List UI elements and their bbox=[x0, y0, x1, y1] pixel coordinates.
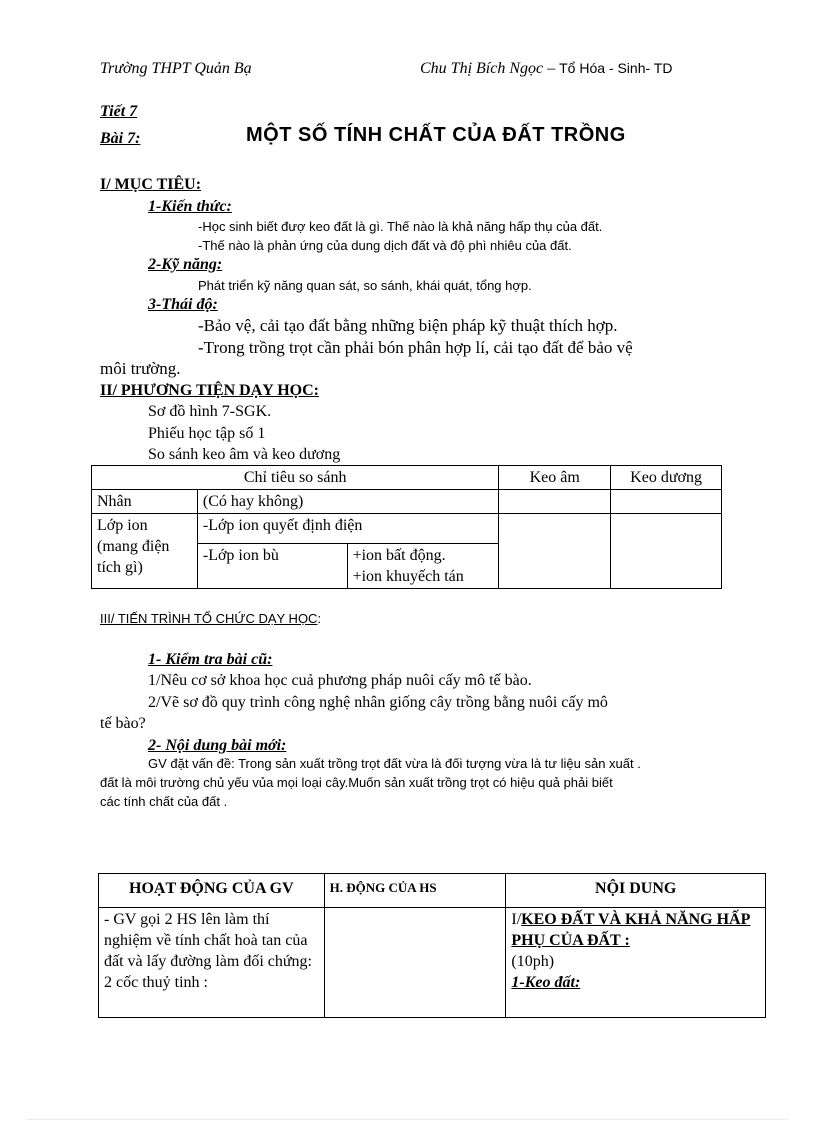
table-row bbox=[92, 514, 722, 544]
content-heading-text: KEO ĐẤT VÀ KHẢ NĂNG HẤP PHỤ CỦA ĐẤT : bbox=[511, 911, 751, 949]
intro-line-1: GV đặt vấn đề: Trong sản xuất trồng trọt đất vừa là đối tượng vừa là tư liệu sản xuất . bbox=[148, 756, 641, 771]
question-2: 2/Vẽ sơ đồ quy trình công nghệ nhân giống cây trồng bằng nuôi cấy mô bbox=[148, 694, 608, 711]
means-item-3: So sánh keo âm và keo dương bbox=[148, 446, 341, 463]
attitude-item-2: -Trong trồng trọt cần phải bón phân hợp lí, cải tạo đất để bảo vệ bbox=[198, 338, 633, 357]
teacher-label: Chu Thị Bích Ngọc – bbox=[420, 60, 560, 77]
knowledge-item-2: -Thế nào là phản ứng của dung dịch đất và độ phì nhiêu của đất. bbox=[198, 238, 572, 253]
content-heading bbox=[511, 909, 760, 951]
check-heading: 1- Kiểm tra bài cũ: bbox=[148, 651, 273, 668]
table-row bbox=[92, 466, 722, 490]
teacher-activity-text: - GV gọi 2 HS lên làm thí nghiệm về tính chất hoà tan của đất và lấy đường làm đối chứng: bbox=[104, 911, 312, 970]
intro-line-3: các tính chất của đất . bbox=[100, 794, 228, 809]
compare-table bbox=[91, 465, 722, 589]
activity-table bbox=[98, 873, 766, 1018]
table-row bbox=[99, 874, 766, 908]
question-2-cont: tế bào? bbox=[100, 715, 146, 732]
cell-empty bbox=[499, 490, 611, 514]
cell-core-desc: (Có hay không) bbox=[197, 490, 498, 514]
cell-ion-types bbox=[347, 544, 499, 589]
header-positive-colloid: Keo dương bbox=[611, 466, 722, 490]
means-heading: II/ PHƯƠNG TIỆN DẠY HỌC: bbox=[100, 382, 319, 399]
cell-ion-layer: Lớp ion (mang điện tích gì) bbox=[92, 514, 198, 589]
department: Tổ Hóa - Sinh- TD bbox=[559, 60, 673, 76]
attitude-item-2-cont: môi trường. bbox=[100, 359, 181, 378]
header-content: NỘI DUNG bbox=[506, 874, 766, 908]
process-heading bbox=[100, 611, 321, 626]
cell-student-activity bbox=[324, 908, 506, 1018]
cell-teacher-activity bbox=[99, 908, 325, 1018]
process-heading-text: III/ TIẾN TRÌNH TỔ CHỨC DẠY HỌC bbox=[100, 611, 318, 626]
period-label: Tiết 7 bbox=[100, 103, 138, 120]
header-student-activity: H. ĐỘNG CỦA HS bbox=[324, 874, 506, 908]
teacher-name bbox=[420, 60, 672, 78]
knowledge-heading: 1-Kiến thức: bbox=[148, 198, 232, 215]
table-row bbox=[99, 908, 766, 1018]
new-content-heading: 2- Nội dung bài mới: bbox=[148, 737, 287, 754]
page-bottom-divider bbox=[28, 1119, 788, 1120]
cell-ion-deciding: -Lớp ion quyết định điện bbox=[197, 514, 498, 544]
means-item-2: Phiếu học tập số 1 bbox=[148, 425, 266, 442]
school-name: Trường THPT Quản Bạ bbox=[100, 60, 252, 77]
cell-empty bbox=[499, 514, 611, 589]
cell-empty bbox=[611, 514, 722, 589]
ion-fixed: +ion bất động. bbox=[352, 547, 446, 564]
attitude-heading: 3-Thái độ: bbox=[148, 296, 218, 313]
cell-ion-compensating: -Lớp ion bù bbox=[197, 544, 347, 589]
teacher-activity-text-2: 2 cốc thuỷ tinh : bbox=[104, 974, 208, 991]
process-heading-colon: : bbox=[317, 611, 322, 626]
header-criteria: Chỉ tiêu so sánh bbox=[92, 466, 499, 490]
means-item-1: Sơ đồ hình 7-SGK. bbox=[148, 403, 272, 420]
content-prefix: I/ bbox=[511, 911, 522, 928]
cell-empty bbox=[611, 490, 722, 514]
skills-item-1: Phát triển kỹ năng quan sát, so sánh, khái quát, tổng hợp. bbox=[198, 278, 532, 293]
ion-diffuse: +ion khuyếch tán bbox=[352, 568, 464, 585]
content-subheading: 1-Keo đất: bbox=[511, 974, 581, 991]
attitude-item-1: -Bảo vệ, cải tạo đất bằng những biện pháp kỹ thuật thích hợp. bbox=[198, 316, 618, 335]
knowledge-item-1: -Học sinh biết đượ keo đất là gì. Thế nào là khả năng hấp thụ của đất. bbox=[198, 219, 603, 234]
page-title: MỘT SỐ TÍNH CHẤT CỦA ĐẤT TRỒNG bbox=[246, 124, 626, 146]
intro-line-2: đất là môi trường chủ yếu vủa mọi loại cây.Muốn sản xuất trồng trọt có hiệu quả phải biết bbox=[100, 775, 613, 790]
cell-core: Nhân bbox=[92, 490, 198, 514]
skills-heading: 2-Kỹ năng: bbox=[148, 256, 223, 273]
header-negative-colloid: Keo âm bbox=[499, 466, 611, 490]
table-row bbox=[92, 490, 722, 514]
lesson-number: Bài 7: bbox=[100, 130, 141, 147]
header-teacher-activity: HOẠT ĐỘNG CỦA GV bbox=[99, 874, 325, 908]
objectives-heading: I/ MỤC TIÊU: bbox=[100, 176, 202, 193]
question-1: 1/Nêu cơ sở khoa học cuả phương pháp nuôi cấy mô tế bào. bbox=[148, 672, 532, 689]
cell-content bbox=[506, 908, 766, 1018]
content-time: (10ph) bbox=[511, 953, 555, 970]
